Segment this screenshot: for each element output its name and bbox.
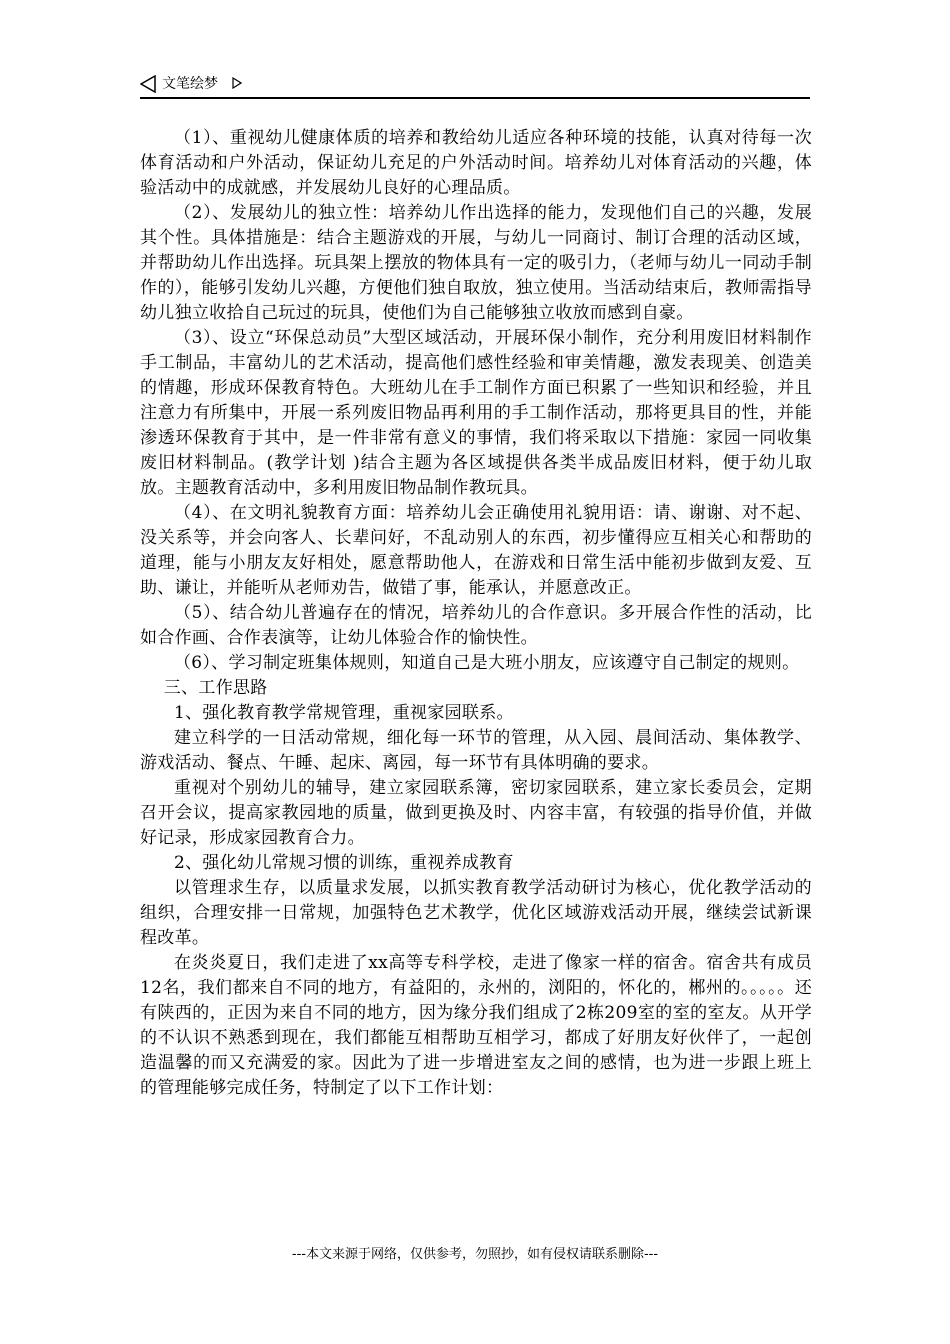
paragraph: 以管理求生存，以质量求发展，以抓实教育教学活动研讨为核心，优化教学活动的组织，合理安排一日常规，加强特色艺术教学，优化区域游戏活动开展，继续尝试新课程改革。 <box>140 878 812 948</box>
subsection-heading: 1、强化教育教学常规管理，重视家园联系。 <box>174 703 514 723</box>
header-brand: 文笔绘梦 <box>162 76 218 92</box>
footer-notice: ---本文来源于网络，仅供参考，勿照抄，如有侵权请联系删除--- <box>291 1247 659 1262</box>
document-body <box>140 126 812 1101</box>
section-heading: 三、工作思路 <box>163 678 268 698</box>
paragraph: 建立科学的一日活动常规，细化每一环节的管理，从入园、晨间活动、集体教学、游戏活动、餐点、午睡、起床、离园，每一环节有具体明确的要求。 <box>140 728 812 773</box>
paragraph: （3）、设立“环保总动员”大型区域活动，开展环保小制作，充分利用废旧材料制作手工制品，丰富幼儿的艺术活动，提高他们感性经验和审美情趣，激发表现美、创造美的情趣，形成环保教育特色。大班幼儿在手工制作方面已积累了一些知识和经验，并且注意力有所集中，开展一系列废旧物品再利用的手工制作活动，那将更具目的性，并能渗透环保教育于其中，是一件非常有意义的事情，我们将采取以下措施：家园一同收集废旧材料制品。(教学计划 )结合主题为各区域提供各类半成品废旧材料，便于幼儿取放。主题教育活动中，多利用废旧物品制作教玩具。 <box>140 328 812 498</box>
left-triangle-icon <box>140 75 156 93</box>
paragraph: 在炎炎夏日，我们走进了xx高等专科学校，走进了像家一样的宿舍。宿舍共有成员12名，我们都来自不同的地方，有益阳的，永州的，浏阳的，怀化的，郴州的。。。。。还有陕西的，正因为来自不同的地方，因为缘分我们组成了2栋209室的室的室友。从开学的不认识不熟悉到现在，我们都能互相帮助互相学习，都成了好朋友好伙伴了，一起创造温馨的而又充满爱的家。因此为了进一步增进室友之间的感情，也为进一步跟上班上的管理能够完成任务，特制定了以下工作计划： <box>140 953 812 1098</box>
paragraph: （4）、在文明礼貌教育方面：培养幼儿会正确使用礼貌用语：请、谢谢、对不起、没关系等，并会向客人、长辈问好，不乱动别人的东西，初步懂得应互相关心和帮助的道理，能与小朋友友好相处，愿意帮助他人，在游戏和日常生活中能初步做到友爱、互助、谦让，并能听从老师劝告，做错了事，能承认，并愿意改正。 <box>140 503 812 598</box>
paragraph: （1）、重视幼儿健康体质的培养和教给幼儿适应各种环境的技能，认真对待每一次体育活动和户外活动，保证幼儿充足的户外活动时间。培养幼儿对体育活动的兴趣，体验活动中的成就感，并发展幼儿良好的心理品质。 <box>140 128 812 198</box>
header-divider <box>140 97 810 99</box>
subsection-heading: 2、强化幼儿常规习惯的训练，重视养成教育 <box>174 853 514 873</box>
paragraph: （2）、发展幼儿的独立性：培养幼儿作出选择的能力，发现他们自己的兴趣，发展其个性。具体措施是：结合主题游戏的开展，与幼儿一同商讨、制订合理的活动区域，并帮助幼儿作出选择。玩具架上摆放的物体具有一定的吸引力，（老师与幼儿一同动手制作的），能够引发幼儿兴趣，方便他们独自取放，独立使用。当活动结束后，教师需指导幼儿独立收拾自己玩过的玩具，使他们为自己能够独立收放而感到自豪。 <box>140 203 812 323</box>
page-header <box>140 72 810 98</box>
paragraph: 重视对个别幼儿的辅导，建立家园联系簿，密切家园联系，建立家长委员会，定期召开会议，提高家教园地的质量，做到更换及时、内容丰富，有较强的指导价值，并做好记录，形成家园教育合力。 <box>140 778 812 848</box>
paragraph: （5）、结合幼儿普遍存在的情况，培养幼儿的合作意识。多开展合作性的活动，比如合作画、合作表演等，让幼儿体验合作的愉快性。 <box>140 603 812 648</box>
right-triangle-icon <box>232 77 242 89</box>
paragraph: （6）、学习制定班集体规则，知道自己是大班小朋友，应该遵守自己制定的规则。 <box>174 653 800 673</box>
